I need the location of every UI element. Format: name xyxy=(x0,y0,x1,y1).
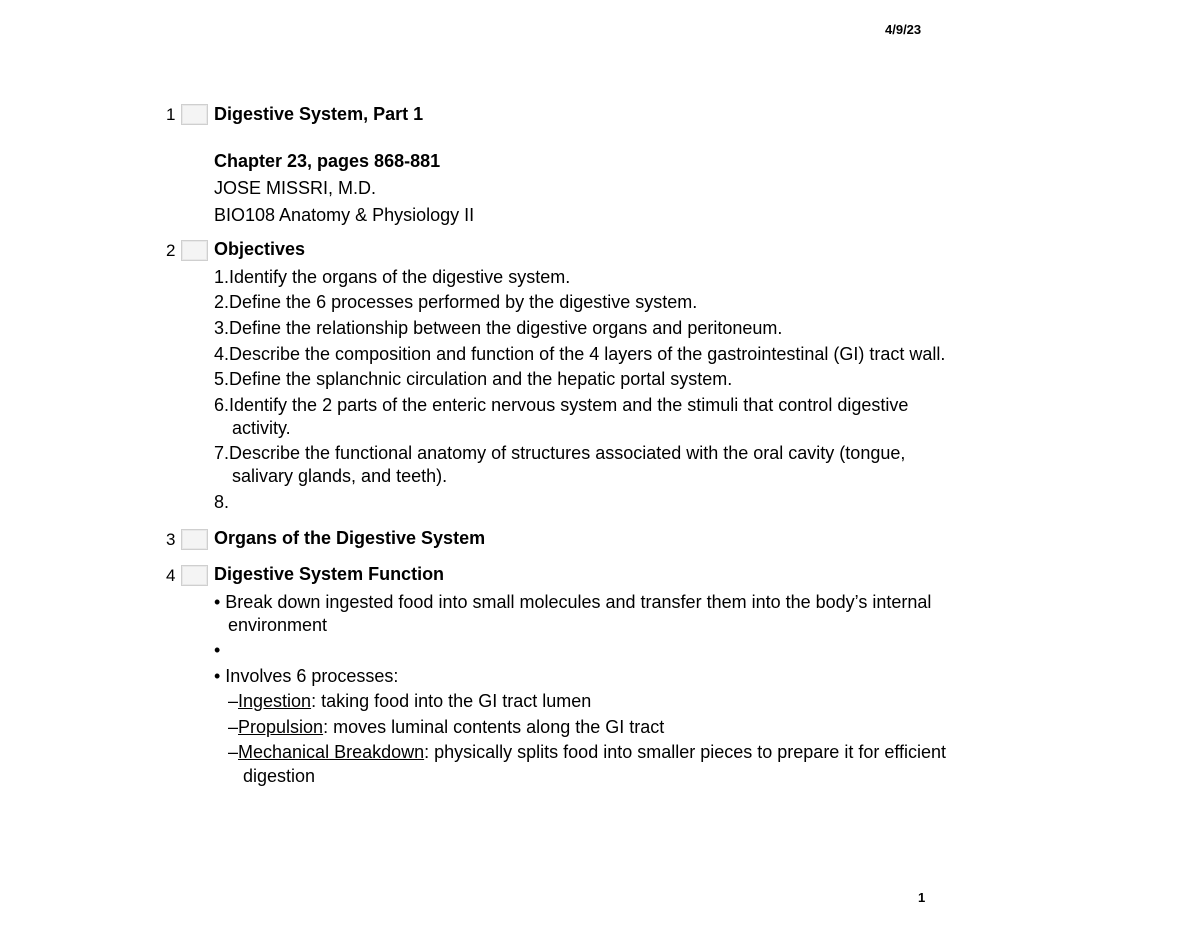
slide-number-2: 2 xyxy=(166,241,176,260)
header-date: 4/9/23 xyxy=(885,22,922,37)
slide-thumbnail-2 xyxy=(181,240,208,261)
slide-4-title: Digestive System Function xyxy=(214,564,445,584)
objective-item: 5.Define the splanchnic circulation and the hepatic portal system. xyxy=(214,369,733,389)
slide-number-4: 4 xyxy=(166,566,176,585)
slide-1-course: BIO108 Anatomy & Physiology II xyxy=(214,205,475,225)
process-prefix: – xyxy=(228,742,239,762)
slide-1-author: JOSE MISSRI, M.D. xyxy=(214,178,377,198)
process-prefix: – xyxy=(228,717,239,737)
slide-thumbnail-1 xyxy=(181,104,208,125)
page-number: 1 xyxy=(918,890,926,905)
process-term: Ingestion xyxy=(238,691,312,711)
slide-thumbnail-4 xyxy=(181,565,208,586)
process-prefix: – xyxy=(228,691,239,711)
process-desc: : taking food into the GI tract lumen xyxy=(311,691,592,711)
slide-number-1: 1 xyxy=(166,105,176,124)
process-item-mechanical-breakdown xyxy=(228,741,946,763)
objective-item: 8. xyxy=(214,492,230,512)
objective-item-continuation: salivary glands, and teeth). xyxy=(232,466,448,486)
objective-item: 3.Define the relationship between the digestive organs and peritoneum. xyxy=(214,318,783,338)
slide-3-title: Organs of the Digestive System xyxy=(214,528,486,548)
process-item-propulsion xyxy=(228,716,664,738)
slide-1-title: Digestive System, Part 1 xyxy=(214,104,424,124)
slide-2-title: Objectives xyxy=(214,239,306,259)
process-desc: : physically splits food into smaller pieces to prepare it for efficient xyxy=(424,742,947,762)
bullet-item: • xyxy=(214,640,221,660)
objective-item: 4.Describe the composition and function of the 4 layers of the gastrointestinal (GI) tract wall. xyxy=(214,344,946,364)
process-item-continuation: digestion xyxy=(243,766,316,786)
bullet-item: • Break down ingested food into small molecules and transfer them into the body’s internal xyxy=(214,592,932,612)
bullet-item: • Involves 6 processes: xyxy=(214,666,399,686)
objective-item: 1.Identify the organs of the digestive system. xyxy=(214,267,571,287)
objective-item: 2.Define the 6 processes performed by the digestive system. xyxy=(214,292,698,312)
bullet-item-continuation: environment xyxy=(228,615,328,635)
process-item-ingestion xyxy=(228,690,591,712)
objective-item-continuation: activity. xyxy=(232,418,291,438)
slide-number-3: 3 xyxy=(166,530,176,549)
process-term: Propulsion xyxy=(238,717,324,737)
slide-thumbnail-3 xyxy=(181,529,208,550)
slide-1-chapter: Chapter 23, pages 868-881 xyxy=(214,151,441,171)
objective-item: 6.Identify the 2 parts of the enteric nervous system and the stimuli that control digestive xyxy=(214,395,909,415)
process-desc: : moves luminal contents along the GI tract xyxy=(323,717,665,737)
objective-item: 7.Describe the functional anatomy of structures associated with the oral cavity (tongue, xyxy=(214,443,906,463)
process-term: Mechanical Breakdown xyxy=(238,742,425,762)
